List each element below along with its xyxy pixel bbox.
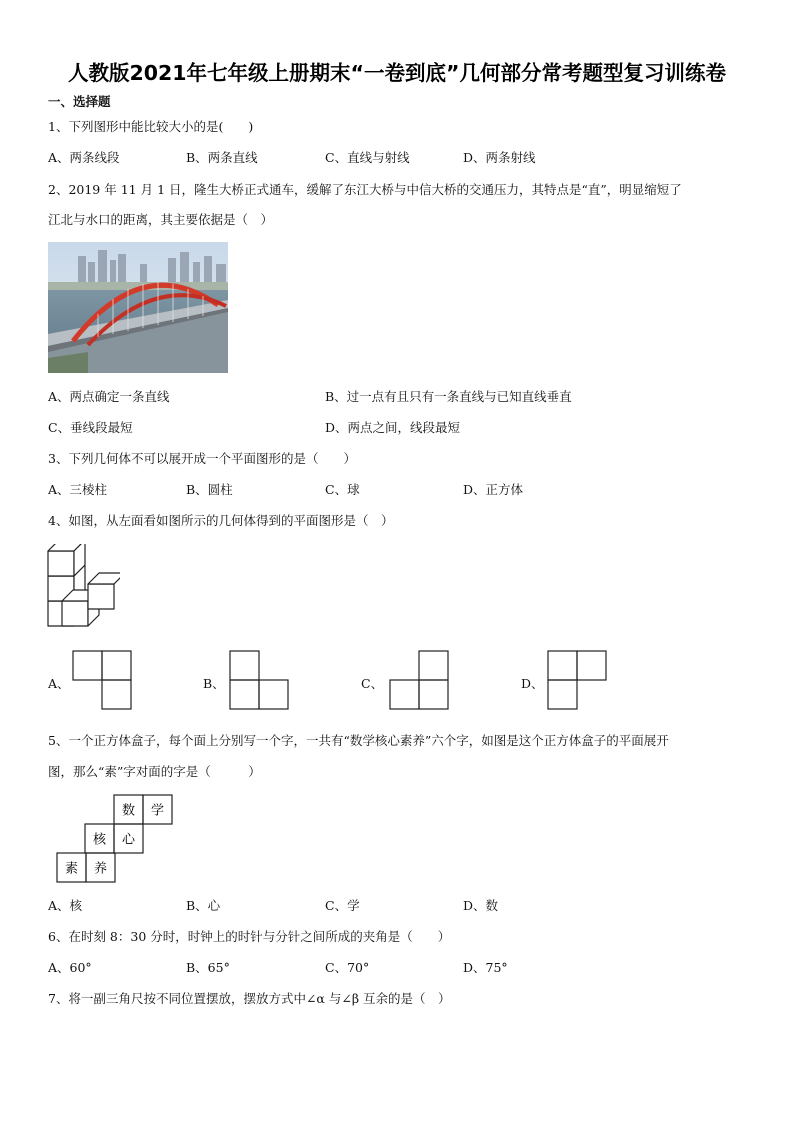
net-char-he: 核 bbox=[92, 832, 107, 848]
q4-option-b-figure bbox=[229, 650, 289, 710]
q1-option-b: B、两条直线 bbox=[186, 150, 258, 165]
q3-option-c: C、球 bbox=[325, 482, 360, 497]
net-char-xin: 心 bbox=[121, 832, 136, 848]
q5-option-b: B、心 bbox=[186, 898, 221, 913]
q6-option-a: A、60° bbox=[48, 960, 92, 975]
q1-option-d: D、两条射线 bbox=[463, 150, 536, 165]
q4-option-a-figure bbox=[72, 650, 132, 710]
q3-option-b: B、圆柱 bbox=[186, 482, 233, 497]
q5-option-c: C、学 bbox=[325, 898, 360, 913]
question-7-stem: 7、将一副三角尺按不同位置摆放，摆放方式中∠α 与∠β 互余的是（ ） bbox=[48, 991, 451, 1006]
q2-option-c: C、垂线段最短 bbox=[48, 420, 133, 435]
q3-option-a: A、三棱柱 bbox=[48, 482, 108, 497]
question-3-stem: 3、下列几何体不可以展开成一个平面图形的是（ ） bbox=[48, 451, 356, 466]
page-title: 人教版2021年七年级上册期末“一卷到底”几何部分常考题型复习训练卷 bbox=[67, 61, 726, 85]
question-1-stem: 1、下列图形中能比较大小的是( ) bbox=[48, 119, 254, 134]
q6-option-d: D、75° bbox=[463, 960, 508, 975]
net-char-su: 素 bbox=[64, 861, 79, 877]
bridge-illustration bbox=[48, 242, 228, 373]
net-char-xue: 学 bbox=[150, 803, 165, 819]
q3-option-d: D、正方体 bbox=[463, 482, 524, 497]
question-2-stem-line1: 2、2019 年 11 月 1 日，隆生大桥正式通车，缓解了东江大桥与中信大桥的交通压力，其特点是“直”，明显缩短了 bbox=[48, 182, 682, 197]
q5-option-d: D、数 bbox=[463, 898, 499, 913]
q5-option-a: A、核 bbox=[48, 898, 83, 913]
q6-option-c: C、70° bbox=[325, 960, 370, 975]
question-5-stem-line1: 5、一个正方体盒子，每个面上分别写一个字，一共有“数学核心素养”六个字，如图是这个正方体盒子的平面展开 bbox=[48, 733, 669, 748]
q6-option-b: B、65° bbox=[186, 960, 230, 975]
q2-option-a: A、两点确定一条直线 bbox=[48, 389, 170, 404]
bridge-photo bbox=[48, 242, 228, 373]
q4-option-a-label: A、 bbox=[48, 676, 70, 691]
section-heading: 一、选择题 bbox=[48, 94, 111, 109]
q4-option-d-figure bbox=[547, 650, 607, 710]
cube-net-figure bbox=[56, 794, 174, 884]
question-2-stem-line2: 江北与水口的距离，其主要依据是（ ） bbox=[48, 212, 274, 227]
q2-option-d: D、两点之间，线段最短 bbox=[325, 420, 461, 435]
q4-option-c-label: C、 bbox=[361, 676, 384, 691]
q4-option-c-figure bbox=[389, 650, 449, 710]
net-char-yang: 养 bbox=[93, 861, 108, 877]
q1-option-c: C、直线与射线 bbox=[325, 150, 410, 165]
q4-option-d-label: D、 bbox=[521, 676, 544, 691]
question-6-stem: 6、在时刻 8：30 分时，时钟上的时针与分针之间所成的夹角是（ ） bbox=[48, 929, 451, 944]
net-char-shu: 数 bbox=[121, 803, 136, 819]
question-5-stem-line2: 图，那么“素”字对面的字是（ ） bbox=[48, 764, 261, 779]
question-4-stem: 4、如图，从左面看如图所示的几何体得到的平面图形是（ ） bbox=[48, 513, 394, 528]
q1-option-a: A、两条线段 bbox=[48, 150, 120, 165]
q2-option-b: B、过一点有且只有一条直线与已知直线垂直 bbox=[325, 389, 572, 404]
q4-option-b-label: B、 bbox=[203, 676, 225, 691]
cube-solid-figure bbox=[44, 544, 120, 630]
